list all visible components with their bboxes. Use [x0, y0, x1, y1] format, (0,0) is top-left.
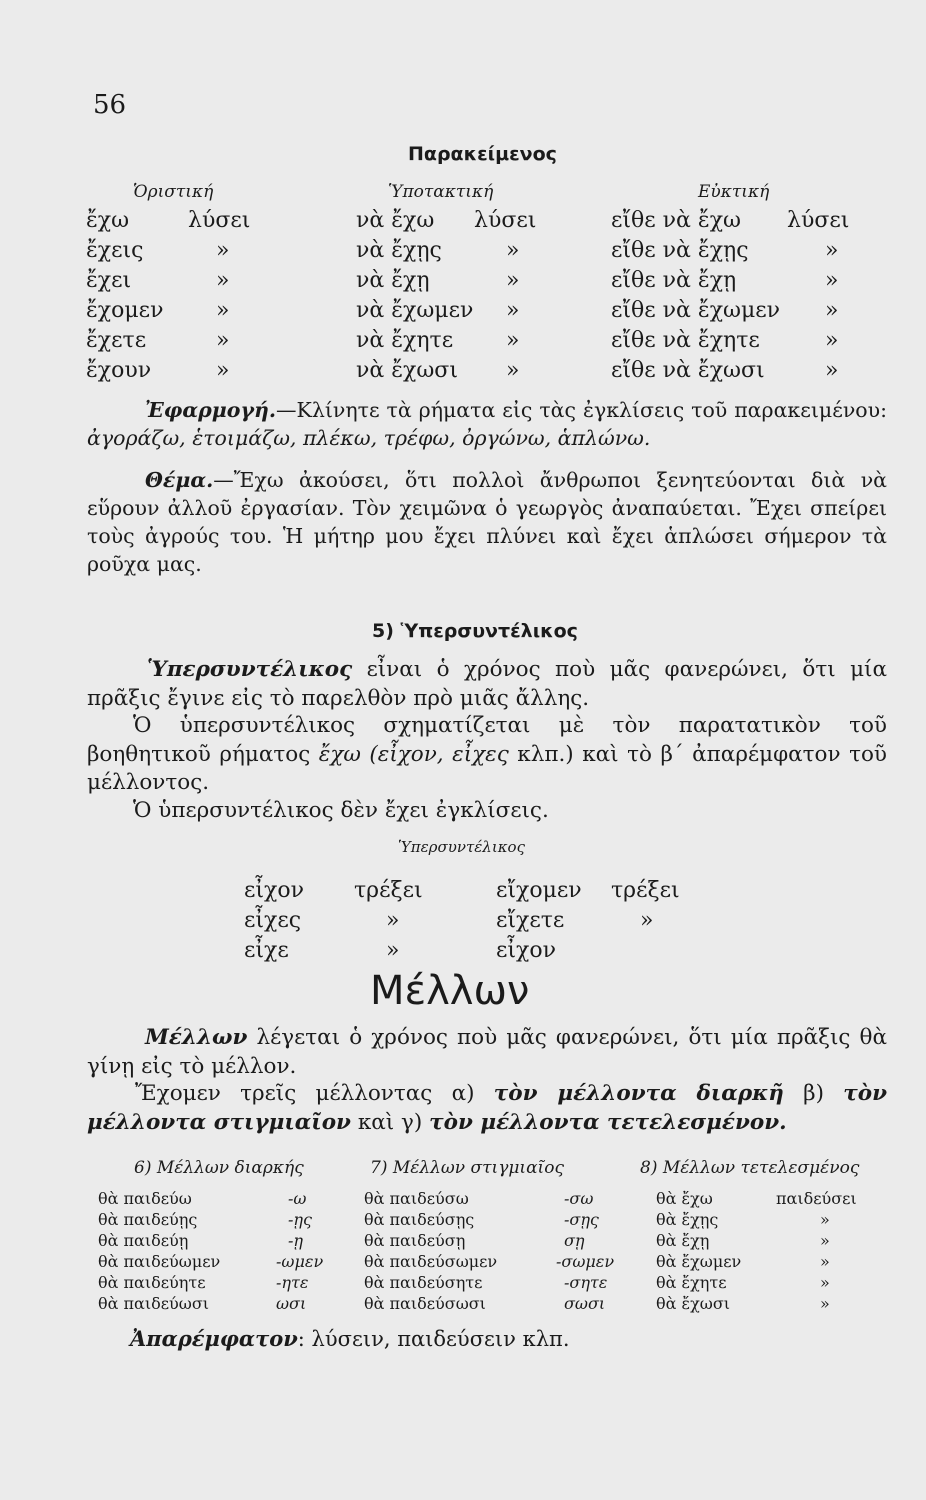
- form: εἴθε νὰ ἔχωσι: [611, 358, 765, 383]
- form: θὰ παιδεύωσι: [98, 1294, 210, 1313]
- future-simple-title: 7) Μέλλων στιγμιαῖος: [370, 1158, 564, 1178]
- participle: λύσει: [787, 208, 850, 233]
- form: ἔχεις: [86, 238, 144, 263]
- future-perfect-term: τὸν μέλλοντα τετελεσμένον.: [429, 1109, 787, 1135]
- future-perfect-title: 8) Μέλλων τετελεσμένος: [640, 1158, 860, 1178]
- ditto: »: [820, 1210, 830, 1229]
- perfect-heading: Παρακείμενος: [408, 143, 557, 165]
- optative-column: [611, 206, 849, 386]
- ending: -ω: [288, 1189, 307, 1208]
- theme-paragraph: [87, 466, 887, 578]
- infinitive-label: Ἀπαρέμφατον: [130, 1326, 298, 1351]
- form: νὰ ἔχω: [356, 208, 435, 233]
- pluperfect-table: [244, 876, 680, 966]
- ditto: »: [216, 328, 230, 353]
- form: ἔχουν: [86, 358, 152, 383]
- participle: λύσει: [474, 208, 537, 233]
- form: εἴθε νὰ ἔχητε: [611, 328, 760, 353]
- form: ἔχομεν: [86, 298, 164, 323]
- form: νὰ ἔχωμεν: [356, 298, 474, 323]
- form: θὰ παιδεύσωμεν: [364, 1252, 498, 1271]
- ditto: »: [825, 238, 839, 263]
- form: εἶχες: [244, 908, 302, 933]
- form: ἔχω: [86, 208, 130, 233]
- ditto: »: [216, 298, 230, 323]
- pluperfect-term: Ὑπερσυντέλικος: [147, 657, 353, 682]
- ending: ωσι: [276, 1294, 307, 1313]
- ditto: »: [640, 908, 654, 933]
- ending: -ῃ: [288, 1231, 303, 1250]
- form: θὰ παιδεύσῃς: [364, 1210, 475, 1229]
- form: θὰ ἔχῃ: [656, 1231, 710, 1250]
- ditto: »: [386, 938, 400, 963]
- future-continuous-table: [98, 1188, 323, 1314]
- future-definition: [87, 1024, 887, 1081]
- form: θὰ ἔχῃς: [656, 1210, 719, 1229]
- form: θὰ παιδεύσῃ: [364, 1231, 466, 1250]
- ditto: »: [506, 268, 520, 293]
- application-label: Ἐφαρμογή.: [145, 398, 277, 422]
- kinds-text-c: καὶ γ): [357, 1109, 423, 1135]
- form: εἴχομεν: [496, 878, 582, 903]
- ditto: »: [506, 298, 520, 323]
- participle: λύσει: [188, 208, 251, 233]
- future-continuous-title: 6) Μέλλων διαρκής: [134, 1158, 304, 1178]
- form: θὰ παιδεύσω: [364, 1189, 469, 1208]
- formation-text-a: Ὁ ὑπερσυντέλικος σχηματίζεται μὲ τὸν παρατατικὸν τοῦ βοηθητικοῦ ρήματος: [87, 713, 887, 767]
- subjunctive-title: Ὑποτακτική: [388, 182, 494, 202]
- pluperfect-table-title: Ὑπερσυντέλικος: [398, 838, 525, 856]
- form: θὰ παιδεύσωσι: [364, 1294, 486, 1313]
- form: εἶχον: [496, 938, 556, 963]
- participle: τρέξει: [611, 878, 680, 903]
- ending: σῃ: [564, 1231, 585, 1250]
- form: θὰ παιδεύω: [98, 1189, 192, 1208]
- ditto: »: [825, 328, 839, 353]
- participle: τρέξει: [354, 878, 423, 903]
- form: ἔχει: [86, 268, 132, 293]
- optative-title: Εὐκτική: [698, 182, 770, 202]
- ditto: »: [386, 908, 400, 933]
- pluperfect-moods-note: Ὁ ὑπερσυντέλικος δὲν ἔχει ἐγκλίσεις.: [133, 798, 549, 823]
- ending: σωσι: [564, 1294, 606, 1313]
- application-paragraph: [87, 396, 887, 452]
- form: νὰ ἔχωσι: [356, 358, 458, 383]
- form: νὰ ἔχητε: [356, 328, 454, 353]
- subjunctive-column: [356, 206, 536, 386]
- application-verbs: ἀγοράζω, ἑτοιμάζω, πλέκω, τρέφω, ὀργώνω, ἁπλώνω.: [87, 426, 651, 450]
- future-definition-text: λέγεται ὁ χρόνος ποὺ μᾶς φανερώνει, ὅτι μία πρᾶξις θὰ γίνῃ εἰς τὸ μέλλον.: [87, 1025, 887, 1079]
- kinds-text-a: Ἔχομεν τρεῖς μέλλοντας α): [135, 1081, 475, 1106]
- future-continuous-term: τὸν μέλλοντα διαρκῆ: [493, 1081, 784, 1106]
- ditto: »: [825, 268, 839, 293]
- future-term: Μέλλων: [145, 1025, 248, 1050]
- ditto: »: [820, 1294, 830, 1313]
- ending: -ωμεν: [276, 1252, 324, 1271]
- ditto: »: [506, 358, 520, 383]
- ending: -σῃς: [564, 1210, 599, 1229]
- future-kinds: [87, 1080, 887, 1137]
- formation-text-b: κλπ.) καὶ τὸ β΄ ἀπαρέμφατον τοῦ μέλλοντος.: [87, 741, 887, 795]
- form: ἔχετε: [86, 328, 147, 353]
- pluperfect-definition: [87, 656, 887, 713]
- form: θὰ ἔχωμεν: [656, 1252, 742, 1271]
- ditto: »: [820, 1252, 830, 1271]
- ditto: »: [216, 268, 230, 293]
- form: εἴθε νὰ ἔχωμεν: [611, 298, 781, 323]
- ditto: »: [216, 238, 230, 263]
- form: θὰ παιδεύῃ: [98, 1231, 189, 1250]
- future-heading: Μέλλων: [370, 968, 530, 1014]
- infinitive-text: : λύσειν, παιδεύσειν κλπ.: [297, 1327, 570, 1351]
- formation-forms: ἔχω (εἶχον, εἶχες: [318, 741, 509, 767]
- future-simple-term: τὸν μέλλοντα στιγμιαῖον: [87, 1081, 887, 1135]
- ending: -σωμεν: [556, 1252, 615, 1271]
- ditto: »: [825, 298, 839, 323]
- pluperfect-heading: 5) Ὑπερσυντέλικος: [372, 620, 578, 642]
- form: θὰ παιδεύωμεν: [98, 1252, 221, 1271]
- ditto: »: [820, 1231, 830, 1250]
- form: εἴθε νὰ ἔχω: [611, 208, 741, 233]
- pluperfect-formation: [87, 712, 887, 798]
- form: νὰ ἔχῃ: [356, 268, 430, 293]
- ditto: »: [825, 358, 839, 383]
- form: εἴθε νὰ ἔχῃ: [611, 268, 737, 293]
- ending: -ητε: [276, 1273, 309, 1292]
- form: εἶχον: [244, 878, 304, 903]
- form: θὰ παιδεύητε: [98, 1273, 206, 1292]
- ditto: »: [506, 238, 520, 263]
- form: εἴθε νὰ ἔχῃς: [611, 238, 749, 263]
- ditto: »: [506, 328, 520, 353]
- ditto: »: [820, 1273, 830, 1292]
- future-perfect-table: [656, 1188, 857, 1314]
- future-simple-table: [364, 1188, 614, 1314]
- infinitive-line: [130, 1326, 570, 1351]
- pluperfect-definition-text: εἶναι ὁ χρόνος ποὺ μᾶς φανερώνει, ὅτι μία πρᾶξις ἔγινε εἰς τὸ παρελθὸν πρὸ μιᾶς ἄλλης.: [87, 657, 887, 711]
- ditto: »: [216, 358, 230, 383]
- form: θὰ παιδεύῃς: [98, 1210, 198, 1229]
- application-text: —Κλίνητε τὰ ρήματα εἰς τὰς ἐγκλίσεις τοῦ παρακειμένου:: [276, 398, 887, 422]
- form: θὰ παιδεύσητε: [364, 1273, 483, 1292]
- theme-label: Θέμα.: [145, 468, 214, 492]
- page-number: 56: [93, 90, 127, 120]
- form: θὰ ἔχωσι: [656, 1294, 731, 1313]
- ending: -ῃς: [288, 1210, 312, 1229]
- indicative-column: [86, 206, 250, 386]
- form: εἴχετε: [496, 908, 565, 933]
- form: θὰ ἔχω: [656, 1189, 713, 1208]
- form: εἶχε: [244, 938, 289, 963]
- ending: -σητε: [564, 1273, 608, 1292]
- participle: παιδεύσει: [776, 1189, 857, 1208]
- kinds-text-b: β): [803, 1081, 824, 1106]
- form: νὰ ἔχῃς: [356, 238, 442, 263]
- indicative-title: Ὁριστική: [133, 182, 214, 202]
- form: θὰ ἔχητε: [656, 1273, 727, 1292]
- ending: -σω: [564, 1189, 594, 1208]
- theme-text: —Ἔχω ἀκούσει, ὅτι πολλοὶ ἄνθρωποι ξενητεύονται διὰ νὰ εὕρουν ἀλλοῦ ἐργασίαν. Τὸν χειμῶνα ὁ γεωργὸς ἀναπαύεται. Ἔχει σπείρει τοὺς ἀγρούς του. Ἡ μήτηρ μου ἔχει πλύνει καὶ ἔχει ἁπλώσει σήμερον τὰ ροῦχα μας.: [87, 468, 887, 576]
